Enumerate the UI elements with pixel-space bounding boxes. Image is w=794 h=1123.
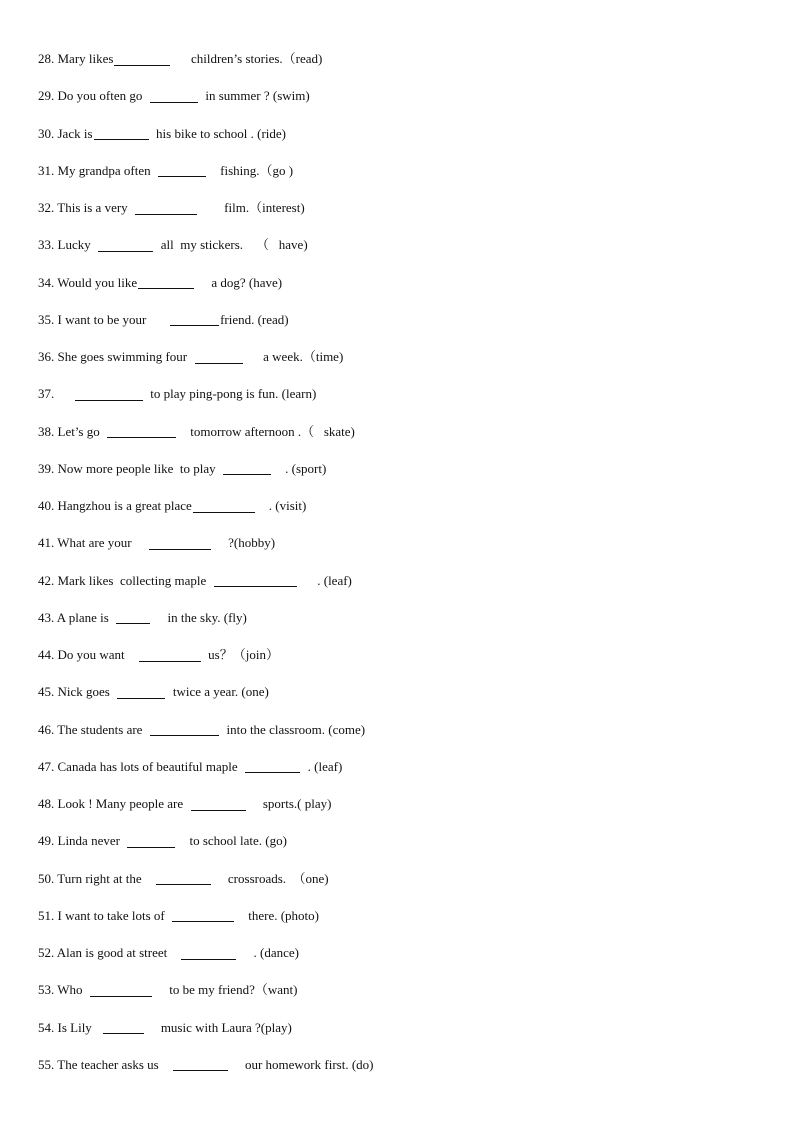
- question-text-before: Mary likes: [54, 51, 114, 67]
- question-text-before: A plane is: [54, 609, 116, 625]
- question-text-after: sports.( play): [246, 796, 332, 812]
- answer-blank[interactable]: [135, 203, 197, 215]
- question-30: [38, 115, 758, 152]
- question-text-after: . (leaf): [301, 758, 343, 774]
- question-text-after: children’s stories.（read): [171, 51, 323, 67]
- answer-blank[interactable]: [75, 389, 143, 401]
- answer-blank[interactable]: [195, 352, 243, 364]
- question-44: [38, 636, 758, 673]
- question-number: 28.: [38, 51, 55, 67]
- answer-blank[interactable]: [173, 1059, 228, 1071]
- answer-blank[interactable]: [150, 724, 219, 736]
- answer-blank[interactable]: [245, 761, 300, 773]
- question-number: 34.: [38, 274, 55, 290]
- question-49: [38, 822, 758, 859]
- question-number: 48.: [38, 796, 55, 812]
- answer-blank[interactable]: [116, 612, 150, 624]
- question-text-after: crossroads. （one): [211, 870, 329, 886]
- question-34: [38, 264, 758, 301]
- question-number: 37.: [38, 386, 55, 402]
- question-text-before: Turn right at the: [54, 870, 155, 886]
- question-text-before: Lucky: [54, 237, 98, 253]
- question-text-before: Linda never: [54, 833, 127, 849]
- question-text-after: in summer ? (swim): [198, 88, 310, 104]
- question-35: [38, 301, 758, 338]
- question-number: 50.: [38, 870, 55, 886]
- question-42: [38, 562, 758, 599]
- question-45: [38, 673, 758, 710]
- question-text-before: Alan is good at street: [54, 945, 181, 961]
- question-text-after: all my stickers. （ have): [154, 237, 308, 253]
- question-text-before: [54, 387, 74, 400]
- answer-blank[interactable]: [90, 985, 152, 997]
- question-text-after: twice a year. (one): [166, 684, 269, 700]
- question-number: 32.: [38, 200, 55, 216]
- question-text-before: Mark likes collecting maple: [54, 572, 213, 588]
- question-text-after: . (visit): [255, 498, 307, 514]
- question-text-after: fishing.（go ): [207, 162, 294, 178]
- question-text-after: to school late. (go): [176, 833, 287, 849]
- question-text-before: This is a very: [54, 200, 135, 216]
- question-51: [38, 897, 758, 934]
- question-39: [38, 450, 758, 487]
- question-41: [38, 524, 758, 561]
- question-33: [38, 226, 758, 263]
- question-38: [38, 413, 758, 450]
- question-text-before: The students are: [54, 721, 149, 737]
- answer-blank[interactable]: [149, 538, 211, 550]
- question-text-after: to play ping-pong is fun. (learn): [143, 386, 317, 402]
- answer-blank[interactable]: [193, 501, 255, 513]
- question-31: [38, 152, 758, 189]
- answer-blank[interactable]: [138, 277, 194, 289]
- question-55: [38, 1046, 758, 1083]
- question-number: 44.: [38, 647, 55, 663]
- answer-blank[interactable]: [172, 910, 234, 922]
- question-number: 51.: [38, 907, 55, 923]
- question-number: 42.: [38, 572, 55, 588]
- question-text-before: My grandpa often: [54, 162, 158, 178]
- answer-blank[interactable]: [158, 165, 206, 177]
- question-text-after: to be my friend?（want): [153, 982, 298, 998]
- question-text-after: . (leaf): [297, 572, 352, 588]
- question-number: 31.: [38, 162, 55, 178]
- answer-blank[interactable]: [156, 873, 211, 885]
- question-text-after: friend. (read): [220, 311, 289, 327]
- answer-blank[interactable]: [94, 128, 149, 140]
- question-text-before: Would you like: [54, 274, 138, 290]
- question-37: [38, 375, 758, 412]
- question-text-before: Nick goes: [54, 684, 117, 700]
- answer-blank[interactable]: [117, 687, 165, 699]
- question-text-before: The teacher asks us: [54, 1056, 172, 1072]
- question-text-after: film.（interest): [198, 200, 305, 216]
- worksheet: [38, 40, 758, 1083]
- question-53: [38, 971, 758, 1008]
- answer-blank[interactable]: [181, 948, 236, 960]
- question-46: [38, 711, 758, 748]
- question-text-before: Hangzhou is a great place: [54, 498, 192, 514]
- question-54: [38, 1009, 758, 1046]
- question-number: 52.: [38, 945, 55, 961]
- question-text-before: Look ! Many people are: [54, 796, 190, 812]
- question-text-after: in the sky. (fly): [151, 609, 247, 625]
- question-29: [38, 77, 758, 114]
- question-text-before: Do you often go: [54, 88, 149, 104]
- question-text-after: a dog? (have): [195, 274, 283, 290]
- question-number: 41.: [38, 535, 55, 551]
- question-text-after: us？（join）: [201, 647, 279, 663]
- question-number: 55.: [38, 1056, 55, 1072]
- question-40: [38, 487, 758, 524]
- question-28: [38, 40, 758, 77]
- question-text-before: Now more people like to play: [54, 460, 223, 476]
- answer-blank[interactable]: [191, 799, 246, 811]
- answer-blank[interactable]: [127, 836, 175, 848]
- question-text-after: a week.（time): [243, 349, 344, 365]
- question-36: [38, 338, 758, 375]
- question-text-before: Canada has lots of beautiful maple: [54, 758, 245, 774]
- question-number: 36.: [38, 349, 55, 365]
- question-52: [38, 934, 758, 971]
- question-text-after: into the classroom. (come): [219, 721, 366, 737]
- question-number: 30.: [38, 125, 55, 141]
- question-number: 39.: [38, 460, 55, 476]
- question-number: 53.: [38, 982, 55, 998]
- question-text-after: . (dance): [237, 945, 299, 961]
- question-text-after: there. (photo): [235, 907, 319, 923]
- question-number: 49.: [38, 833, 55, 849]
- question-number: 47.: [38, 758, 55, 774]
- question-text-before: Let’s go: [54, 423, 107, 439]
- answer-blank[interactable]: [223, 463, 271, 475]
- answer-blank[interactable]: [150, 91, 198, 103]
- question-text-before: Is Lily: [54, 1019, 102, 1035]
- question-text-before: What are your: [54, 535, 148, 551]
- question-32: [38, 189, 758, 226]
- answer-blank[interactable]: [98, 240, 153, 252]
- answer-blank[interactable]: [214, 575, 297, 587]
- question-number: 45.: [38, 684, 55, 700]
- question-number: 54.: [38, 1019, 55, 1035]
- question-number: 40.: [38, 498, 55, 514]
- question-text-after: music with Laura ?(play): [144, 1019, 292, 1035]
- question-text-before: Do you want: [54, 647, 138, 663]
- question-number: 35.: [38, 311, 55, 327]
- question-text-before: Who: [54, 982, 90, 998]
- question-text-before: She goes swimming four: [54, 349, 194, 365]
- answer-blank[interactable]: [103, 1022, 144, 1034]
- question-number: 33.: [38, 237, 55, 253]
- answer-blank[interactable]: [107, 426, 176, 438]
- question-text-before: I want to be your: [54, 311, 170, 327]
- question-text-after: our homework first. (do): [228, 1056, 374, 1072]
- question-number: 38.: [38, 423, 55, 439]
- question-47: [38, 748, 758, 785]
- question-number: 46.: [38, 721, 55, 737]
- question-text-after: his bike to school . (ride): [149, 125, 287, 141]
- answer-blank[interactable]: [170, 314, 219, 326]
- question-text-after: tomorrow afternoon .（ skate): [177, 423, 355, 439]
- question-50: [38, 860, 758, 897]
- question-text-before: Jack is: [54, 125, 93, 141]
- question-43: [38, 599, 758, 636]
- answer-blank[interactable]: [139, 650, 201, 662]
- question-text-after: ?(hobby): [211, 535, 276, 551]
- answer-blank[interactable]: [114, 54, 170, 66]
- question-text-after: . (sport): [272, 460, 327, 476]
- question-number: 29.: [38, 88, 55, 104]
- question-text-before: I want to take lots of: [54, 907, 172, 923]
- question-48: [38, 785, 758, 822]
- question-number: 43.: [38, 609, 55, 625]
